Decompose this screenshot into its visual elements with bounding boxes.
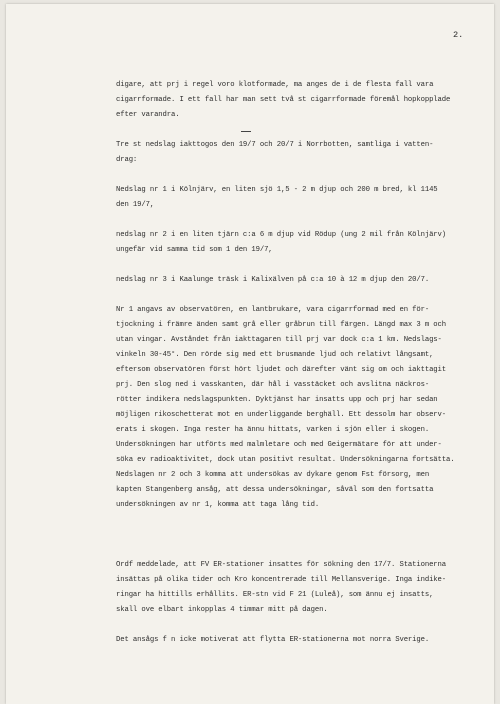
page-number: 2. [453,30,464,40]
text-line: kapten Stangenberg ansåg, att dessa undersökningar, såväl som den fortsatta [116,486,434,494]
handwritten-mark [241,131,251,132]
text-line: Ordf meddelade, att FV ER-stationer insattes för sökning den 17/7. Stationerna [116,561,446,569]
text-line: nedslag nr 2 i en liten tjärn c:a 6 m djup vid Rödup (ung 2 mil från Kölnjärv) [116,231,446,239]
text-line: cigarrformade. I ett fall har man sett två st cigarrformade föremål hopkopplade [116,96,451,104]
text-line: Nedslag nr 1 i Kölnjärv, en liten sjö 1,5 - 2 m djup och 200 m bred, kl 1145 [116,186,438,194]
text-line: möjligen rikoschetterat mot en underliggande berghäll. Ett dessolm har observ- [116,411,446,419]
text-line: rötter indikera nedslagspunkten. Dyktjänst har insatts upp och prj har sedan [116,396,438,404]
text-line: nedslag nr 3 i Kaalunge träsk i Kalixälven på c:a 10 à 12 m djup den 20/7. [116,276,430,284]
text-line: efter varandra. [116,111,180,119]
text-line: erats i skogen. Inga rester ha ännu hittats, varken i sjön eller i skogen. [116,426,430,434]
text-line: ringar ha hittills erhållits. ER-stn vid F 21 (Luleå), som ännu ej insatts, [116,591,434,599]
text-line: ungefär vid samma tid som 1 den 19/7, [116,246,273,254]
text-line: drag: [116,156,138,164]
text-line: Tre st nedslag iakttogos den 19/7 och 20/7 i Norrbotten, samtliga i vatten- [116,141,434,149]
text-line: tjockning i främre änden samt grå eller gråbrun till färgen. Längd max 3 m och [116,321,446,329]
text-line: söka ev radioaktivitet, dock utan positivt resultat. Undersökningarna fortsätta. [116,456,455,464]
text-line: Det ansågs f n icke motiverat att flytta ER-stationerna mot norra Sverige. [116,636,430,644]
text-line: Undersökningen har utförts med malmletare och med Geigermätare för att under- [116,441,442,449]
text-line: utan vingar. Avståndet från iakttagaren till prj var dock c:a 1 km. Nedslags- [116,336,442,344]
text-line: Nedslagen nr 2 och 3 komma att undersökas av dykare genom Fst försorg, men [116,471,430,479]
text-line: eftersom observatören först hört ljudet och därefter vänt sig om och iakttagit [116,366,446,374]
text-line: digare, att prj i regel voro klotformade, ma anges de i de flesta fall vara [116,81,434,89]
text-line: prj. Den slog ned i vasskanten, där hål i vasstäcket och avslitna näckros- [116,381,430,389]
text-line: vinkeln 30-45°. Den rörde sig med ett brusmande ljud och relativt långsamt, [116,351,434,359]
text-line: insättas på olika tider och Kro koncentrerade till Mellansverige. Inga indike- [116,576,446,584]
text-line: skall ove elbart inkopplas 4 timmar mitt på dagen. [116,606,328,614]
text-line: Nr 1 angavs av observatören, en lantbrukare, vara cigarrformad med en för- [116,306,430,314]
text-line: undersökningen av nr 1, komma att taga lång tid. [116,501,320,509]
text-line: den 19/7, [116,201,155,209]
